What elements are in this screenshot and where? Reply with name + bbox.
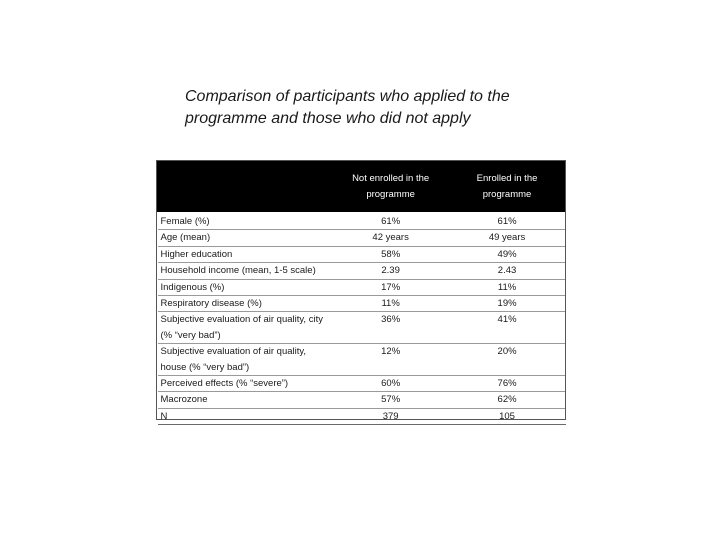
row-label: Household income (mean, 1-5 scale) xyxy=(158,263,333,279)
value-enrolled: 49% xyxy=(449,246,566,262)
value-enrolled: 76% xyxy=(449,376,566,392)
table-row xyxy=(158,312,566,344)
row-label: Indigenous (%) xyxy=(158,279,333,295)
value-not-enrolled: 58% xyxy=(333,246,449,262)
table-row xyxy=(158,392,566,408)
value-enrolled: 19% xyxy=(449,296,566,312)
comparison-table xyxy=(157,161,566,425)
header-enrolled xyxy=(449,162,566,212)
row-label: Perceived effects (% “severe”) xyxy=(158,376,333,392)
table-row xyxy=(158,212,566,230)
table-header-row xyxy=(158,162,566,212)
row-label: Macrozone xyxy=(158,392,333,408)
value-enrolled: 41% xyxy=(449,312,566,344)
table-row xyxy=(158,344,566,376)
value-not-enrolled: 60% xyxy=(333,376,449,392)
value-enrolled: 11% xyxy=(449,279,566,295)
table-row xyxy=(158,246,566,262)
row-label: Subjective evaluation of air quality, house (% “very bad”) xyxy=(158,344,333,376)
value-enrolled: 61% xyxy=(497,216,517,227)
row-label: Age (mean) xyxy=(158,230,333,246)
title-line-2: programme and those who did not apply xyxy=(185,110,471,127)
page-title xyxy=(185,86,605,130)
row-label: Subjective evaluation of air quality, city (% “very bad”) xyxy=(158,312,333,344)
table-row xyxy=(158,408,566,424)
value-enrolled: 105 xyxy=(449,408,566,424)
value-not-enrolled: 11% xyxy=(333,296,449,312)
header-not-enrolled-label: Not enrolled in the programme xyxy=(352,173,430,200)
value-not-enrolled: 61% xyxy=(381,216,401,227)
header-not-enrolled xyxy=(333,162,449,212)
value-enrolled: 2.43 xyxy=(449,263,566,279)
table-row xyxy=(158,296,566,312)
value-not-enrolled: 379 xyxy=(333,408,449,424)
value-not-enrolled: 2.39 xyxy=(333,263,449,279)
table-row xyxy=(158,279,566,295)
header-variable xyxy=(158,162,333,212)
value-enrolled: 49 years xyxy=(449,230,566,246)
row-label: N xyxy=(158,408,333,424)
value-not-enrolled: 17% xyxy=(333,279,449,295)
table-row xyxy=(158,376,566,392)
header-enrolled-label: Enrolled in the programme xyxy=(476,173,538,200)
value-not-enrolled: 12% xyxy=(333,344,449,376)
title-line-1: Comparison of participants who applied to the xyxy=(185,88,510,105)
row-label: Higher education xyxy=(158,246,333,262)
table-row xyxy=(158,230,566,246)
value-not-enrolled: 36% xyxy=(333,312,449,344)
value-not-enrolled: 57% xyxy=(333,392,449,408)
table-row xyxy=(158,263,566,279)
value-enrolled: 62% xyxy=(449,392,566,408)
row-label: Respiratory disease (%) xyxy=(158,296,333,312)
value-enrolled: 20% xyxy=(449,344,566,376)
row-label: Female (%) xyxy=(160,216,210,227)
value-not-enrolled: 42 years xyxy=(333,230,449,246)
